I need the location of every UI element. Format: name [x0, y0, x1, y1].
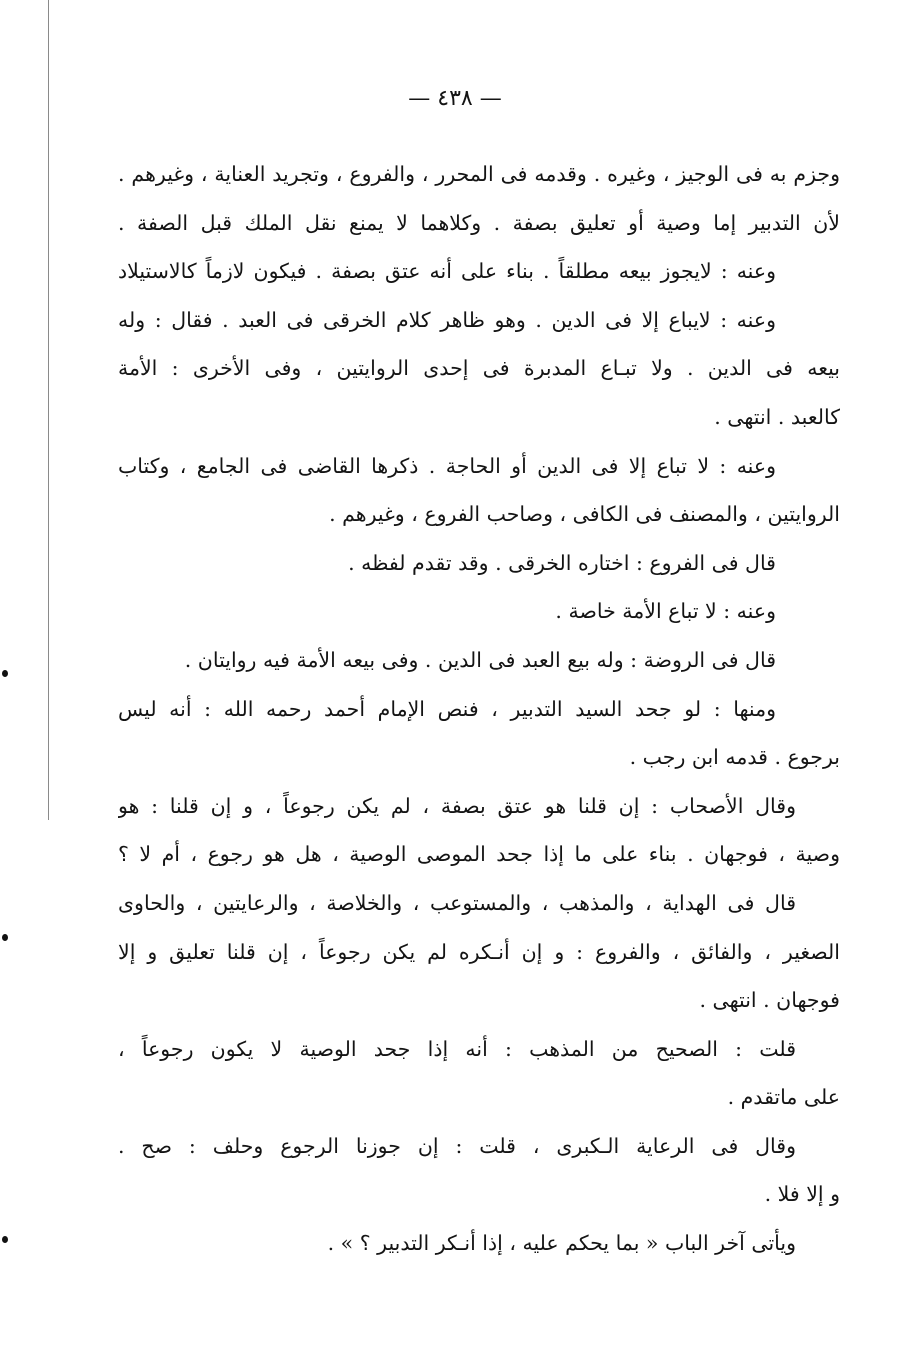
text-line: وعنه : لايباع إلا فى الدين . وهو ظاهر كلام الخرقى فى العبد . فقال : وله [118, 307, 776, 332]
scan-mark [2, 1236, 8, 1243]
text-line: وعنه : لا تباع الأمة خاصة . [555, 599, 776, 624]
text-line: وقال الأصحاب : إن قلنا هو عتق بصفة ، لم يكن رجوعاً ، و إن قلنا : هو [118, 793, 796, 818]
margin-rule [48, 0, 49, 820]
scan-mark [2, 934, 8, 941]
text-line: كالعبد . انتهى . [714, 404, 840, 429]
text-line: الروايتين ، والمصنف فى الكافى ، وصاحب الفروع ، وغيرهم . [329, 502, 840, 527]
text-line: و إلا فلا . [764, 1182, 840, 1207]
body-text [118, 150, 840, 1268]
text-line: قال فى الهداية ، والمذهب ، والمستوعب ، والخلاصة ، والرعايتين ، والحاوى [118, 890, 796, 915]
text-line: ويأتى آخر الباب « بما يحكم عليه ، إذا أنـكر التدبير ؟ » . [327, 1231, 796, 1256]
text-line: برجوع . قدمه ابن رجب . [629, 745, 840, 770]
text-line: وقال فى الرعاية الـكبرى ، قلت : إن جوزنا الرجوع وحلف : صح . [118, 1133, 796, 1158]
text-line: بيعه فى الدين . ولا تبـاع المدبرة فى إحدى الروايتين ، وفى الأخرى : الأمة [118, 356, 840, 381]
text-line: الصغير ، والفائق ، والفروع : و إن أنـكره لم يكن رجوعاً ، إن قلنا تعليق و إلا [118, 939, 840, 964]
text-line: وعنه : لا تباع إلا فى الدين أو الحاجة . ذكرها القاضى فى الجامع ، وكتاب [118, 453, 776, 478]
text-line: على ماتقدم . [727, 1085, 840, 1110]
page-number: — ٤٣٨ — [408, 86, 502, 111]
text-line: قال فى الروضة : وله بيع العبد فى الدين . وفى بيعه الأمة فيه روايتان . [184, 647, 776, 672]
scan-mark [2, 670, 8, 677]
text-line: وصية ، فوجهان . بناء على ما إذا جحد الموصى الوصية ، هل هو رجوع ، أم لا ؟ [118, 842, 840, 867]
text-line: فوجهان . انتهى . [699, 988, 840, 1013]
text-line: ومنها : لو جحد السيد التدبير ، فنص الإمام أحمد رحمه الله : أنه ليس [118, 696, 776, 721]
text-line: لأن التدبير إما وصية أو تعليق بصفة . وكلاهما لا يمنع نقل الملك قبل الصفة . [118, 210, 840, 235]
text-line: قال فى الفروع : اختاره الخرقى . وقد تقدم لفظه . [348, 550, 776, 575]
text-line: وجزم به فى الوجيز ، وغيره . وقدمه فى المحرر ، والفروع ، وتجريد العناية ، وغيرهم . [118, 162, 840, 186]
text-line: قلت : الصحيح من المذهب : أنه إذا جحد الوصية لا يكون رجوعاً ، [118, 1036, 796, 1061]
text-line: وعنه : لايجوز بيعه مطلقاً . بناء على أنه عتق بصفة . فيكون لازماً كالاستيلاد [118, 259, 776, 284]
